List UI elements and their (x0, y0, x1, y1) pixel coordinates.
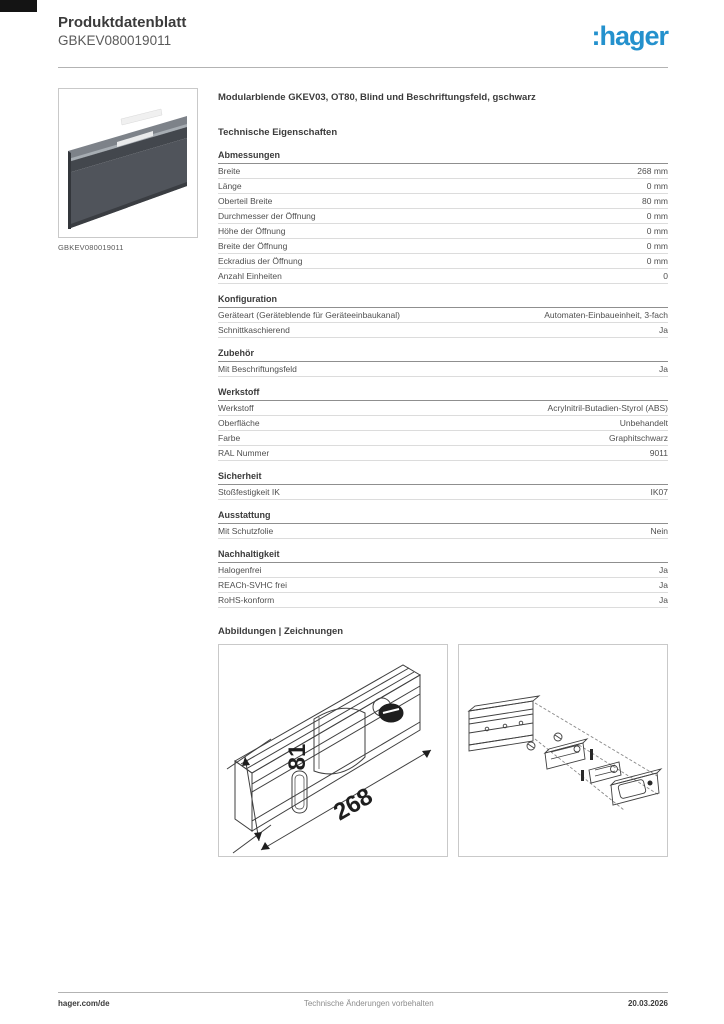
spec-column (218, 92, 668, 618)
spec-row (218, 269, 668, 284)
spec-value: Ja (659, 325, 668, 335)
header-titles (58, 14, 186, 67)
spec-label: Anzahl Einheiten (218, 271, 282, 281)
spec-row (218, 416, 668, 431)
spec-value: 9011 (649, 448, 668, 458)
spec-value: 0 mm (646, 241, 668, 251)
spec-value: 0 mm (646, 211, 668, 221)
spec-value: Ja (659, 364, 668, 374)
spec-row (218, 401, 668, 416)
section-heading: Zubehör (218, 348, 668, 362)
spec-row (218, 254, 668, 269)
spec-value: 268 mm (637, 166, 668, 176)
spec-row (218, 209, 668, 224)
spec-label: Breite der Öffnung (218, 241, 288, 251)
spec-section (218, 549, 668, 608)
dimension-height-label: 81 (284, 743, 311, 771)
drawings-row (218, 644, 668, 857)
section-heading: Konfiguration (218, 294, 668, 308)
spec-value: 80 mm (642, 196, 668, 206)
spec-value: Acrylnitril-Butadien-Styrol (ABS) (547, 403, 668, 413)
footer-website: hager.com/de (58, 999, 110, 1008)
footer (58, 992, 668, 1008)
spec-value: Ja (659, 580, 668, 590)
spec-label: Höhe der Öffnung (218, 226, 286, 236)
spec-label: Oberteil Breite (218, 196, 273, 206)
spec-value: Ja (659, 595, 668, 605)
spec-label: Stoßfestigkeit IK (218, 487, 280, 497)
spec-row (218, 563, 668, 578)
spec-label: Halogenfrei (218, 565, 262, 575)
spec-row (218, 308, 668, 323)
spec-value: IK07 (650, 487, 668, 497)
spec-label: Mit Schutzfolie (218, 526, 274, 536)
spec-value: 0 mm (646, 181, 668, 191)
tech-properties-heading: Technische Eigenschaften (218, 127, 338, 138)
section-heading: Nachhaltigkeit (218, 549, 668, 563)
section-heading: Werkstoff (218, 387, 668, 401)
spec-row (218, 224, 668, 239)
spec-row (218, 179, 668, 194)
spec-row (218, 164, 668, 179)
spec-row (218, 485, 668, 500)
spec-section (218, 294, 668, 338)
spec-label: Geräteart (Geräteblende für Geräteeinbaukanal) (218, 310, 400, 320)
spec-row (218, 593, 668, 608)
spec-label: REACh-SVHC frei (218, 580, 287, 590)
spec-row (218, 431, 668, 446)
spec-section (218, 150, 668, 284)
spec-value: Nein (650, 526, 668, 536)
footer-disclaimer: Technische Änderungen vorbehalten (303, 999, 434, 1008)
spec-label: Mit Beschriftungsfeld (218, 364, 297, 374)
spec-label: Schnittkaschierend (218, 325, 290, 335)
drawings-heading: Abbildungen | Zeichnungen (218, 626, 344, 637)
spec-section (218, 348, 668, 377)
spec-row (218, 239, 668, 254)
header (58, 14, 668, 68)
spec-section (218, 471, 668, 500)
section-heading: Sicherheit (218, 471, 668, 485)
dimension-drawing (218, 644, 448, 857)
assembly-drawing (458, 644, 668, 857)
spec-sections (218, 150, 668, 608)
product-photo-caption: GBKEV080019011 (58, 243, 124, 252)
spec-section (218, 510, 668, 539)
spec-row (218, 362, 668, 377)
spec-value: 0 mm (646, 226, 668, 236)
spec-value: Graphitschwarz (608, 433, 668, 443)
hager-logo: :hager (591, 21, 668, 51)
spec-label: Eckradius der Öffnung (218, 256, 303, 266)
spec-row (218, 524, 668, 539)
spec-label: Breite (218, 166, 241, 176)
spec-label: Oberfläche (218, 418, 260, 428)
page-corner-mark (0, 0, 37, 12)
spec-value: Ja (659, 565, 668, 575)
spec-label: RAL Nummer (218, 448, 270, 458)
product-title: Modularblende GKEV03, OT80, Blind und Beschriftungsfeld, gschwarz (218, 92, 536, 103)
spec-label: Farbe (218, 433, 241, 443)
spec-row (218, 446, 668, 461)
spec-value: 0 (663, 271, 668, 281)
spec-label: Werkstoff (218, 403, 254, 413)
spec-section (218, 387, 668, 461)
spec-row (218, 323, 668, 338)
section-heading: Abmessungen (218, 150, 668, 164)
footer-date: 20.03.2026 (627, 999, 668, 1008)
spec-value: Automaten-Einbaueinheit, 3-fach (544, 310, 668, 320)
spec-value: 0 mm (646, 256, 668, 266)
spec-label: RoHS-konform (218, 595, 275, 605)
dimension-width-label: 268 (329, 782, 378, 827)
product-photo (58, 88, 198, 238)
document-reference: GBKEV080019011 (58, 33, 172, 48)
section-heading: Ausstattung (218, 510, 668, 524)
document-title: Produktdatenblatt (58, 14, 187, 31)
spec-row (218, 194, 668, 209)
product-photo-image (59, 89, 197, 237)
spec-label: Durchmesser der Öffnung (218, 211, 316, 221)
spec-row (218, 578, 668, 593)
spec-label: Länge (218, 181, 242, 191)
spec-value: Unbehandelt (619, 418, 668, 428)
